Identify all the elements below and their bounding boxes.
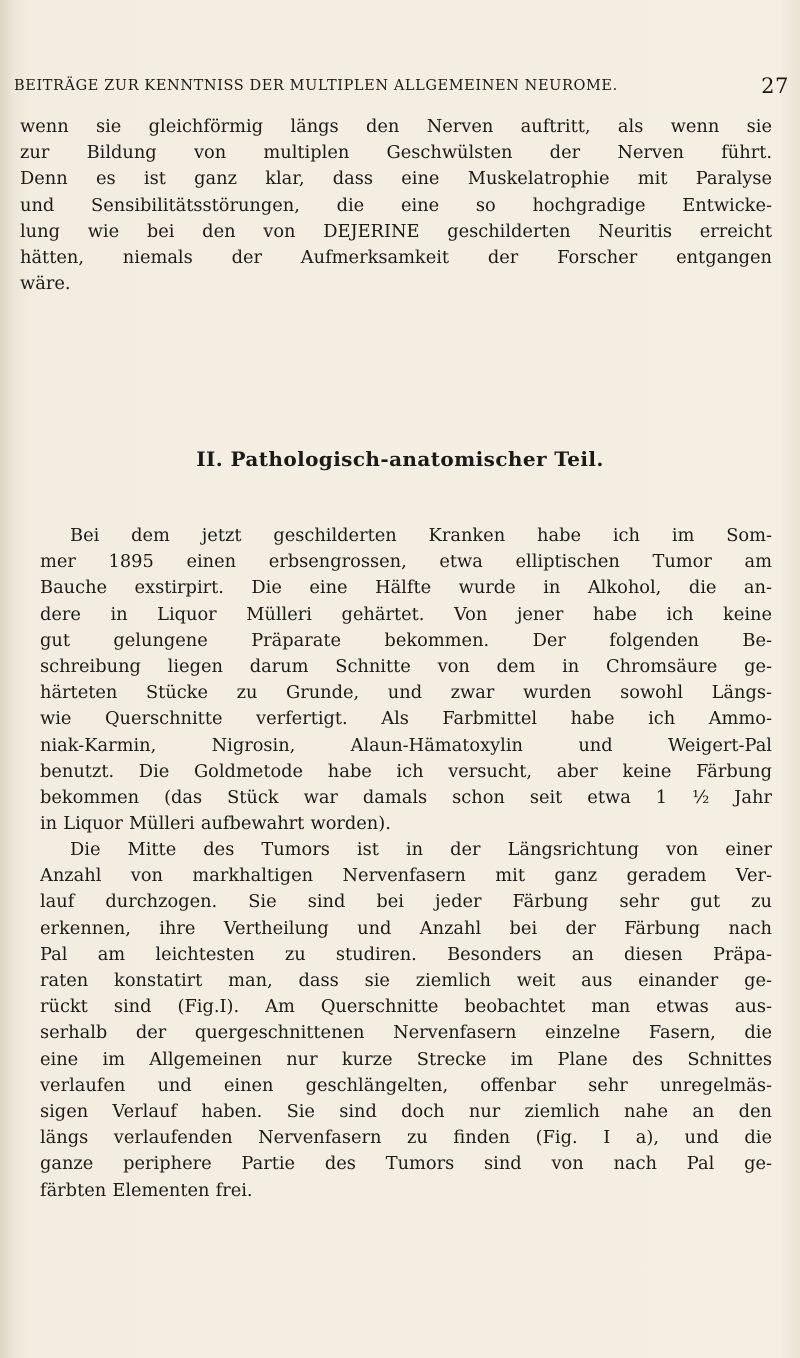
text-line: schreibung liegen darum Schnitte von dem in Chromsäure ge-	[40, 656, 772, 678]
paragraph-1	[20, 114, 772, 297]
text-line: eine im Allgemeinen nur kurze Strecke im Plane des Schnittes	[40, 1048, 772, 1070]
text-line: lung wie bei den von DEJERINE geschilderten Neuritis erreicht	[20, 220, 772, 242]
text-line: wie Querschnitte verfertigt. Als Farbmittel habe ich Ammo-	[40, 708, 772, 730]
text-line: bekommen (das Stück war damals schon seit etwa 1 ½ Jahr	[40, 787, 772, 809]
text-line: benutzt. Die Goldmetode habe ich versucht, aber keine Färbung	[40, 760, 772, 782]
text-line: rückt sind (Fig.I). Am Querschnitte beobachtet man etwas aus-	[40, 996, 772, 1018]
section-heading: II. Pathologisch-anatomischer Teil.	[196, 447, 604, 471]
text-line: raten konstatirt man, dass sie ziemlich weit aus einander ge-	[40, 970, 772, 992]
text-line: dere in Liquor Mülleri gehärtet. Von jener habe ich keine	[40, 603, 772, 625]
text-line: Bei dem jetzt geschilderten Kranken habe ich im Som-	[70, 525, 772, 546]
text-line: längs verlaufenden Nervenfasern zu finden (Fig. I a), und die	[40, 1127, 772, 1149]
text-line: wenn sie gleichförmig längs den Nerven auftritt, als wenn sie	[20, 116, 772, 137]
text-line: färbten Elementen frei.	[40, 1179, 253, 1201]
text-line: Bauche exstirpirt. Die eine Hälfte wurde in Alkohol, die an-	[40, 577, 772, 599]
text-line: mer 1895 einen erbsengrossen, etwa elliptischen Tumor am	[40, 551, 772, 573]
text-line: zur Bildung von multiplen Geschwülsten der Nerven führt.	[20, 142, 772, 164]
text-line: ganze periphere Partie des Tumors sind von nach Pal ge-	[40, 1153, 772, 1175]
text-line: härteten Stücke zu Grunde, und zwar wurden sowohl Längs-	[40, 682, 772, 704]
text-line: und Sensibilitätsstörungen, die eine so hochgradige Entwicke-	[20, 194, 772, 216]
text-line: Pal am leichtesten zu studiren. Besonders an diesen Präpa-	[40, 943, 772, 965]
text-line: Anzahl von markhaltigen Nervenfasern mit ganz geradem Ver-	[40, 865, 772, 887]
text-line: sigen Verlauf haben. Sie sind doch nur ziemlich nahe an den	[40, 1101, 772, 1123]
text-line: lauf durchzogen. Sie sind bei jeder Färbung sehr gut zu	[40, 891, 772, 913]
text-line: wäre.	[20, 273, 71, 295]
running-title: BEITRÄGE ZUR KENNTNISS DER MULTIPLEN ALLGEMEINEN NEUROME.	[14, 78, 618, 94]
text-line: hätten, niemals der Aufmerksamkeit der Forscher entgangen	[20, 247, 772, 269]
text-line: Denn es ist ganz klar, dass eine Muskelatrophie mit Paralyse	[20, 168, 772, 190]
paragraph-3	[40, 837, 772, 1204]
text-line: niak-Karmin, Nigrosin, Alaun-Hämatoxylin und Weigert-Pal	[40, 734, 772, 756]
text-line: verlaufen und einen geschlängelten, offenbar sehr unregelmäs-	[40, 1074, 772, 1096]
text-line: Die Mitte des Tumors ist in der Längsrichtung von einer	[70, 839, 772, 860]
text-line: serhalb der quergeschnittenen Nervenfasern einzelne Fasern, die	[40, 1022, 772, 1044]
text-line: gut gelungene Präparate bekommen. Der folgenden Be-	[40, 629, 772, 651]
page-number: 27	[761, 74, 789, 98]
paragraph-2	[40, 523, 772, 837]
text-line: in Liquor Mülleri aufbewahrt worden).	[40, 813, 391, 835]
text-line: erkennen, ihre Vertheilung und Anzahl bei der Färbung nach	[40, 917, 772, 939]
